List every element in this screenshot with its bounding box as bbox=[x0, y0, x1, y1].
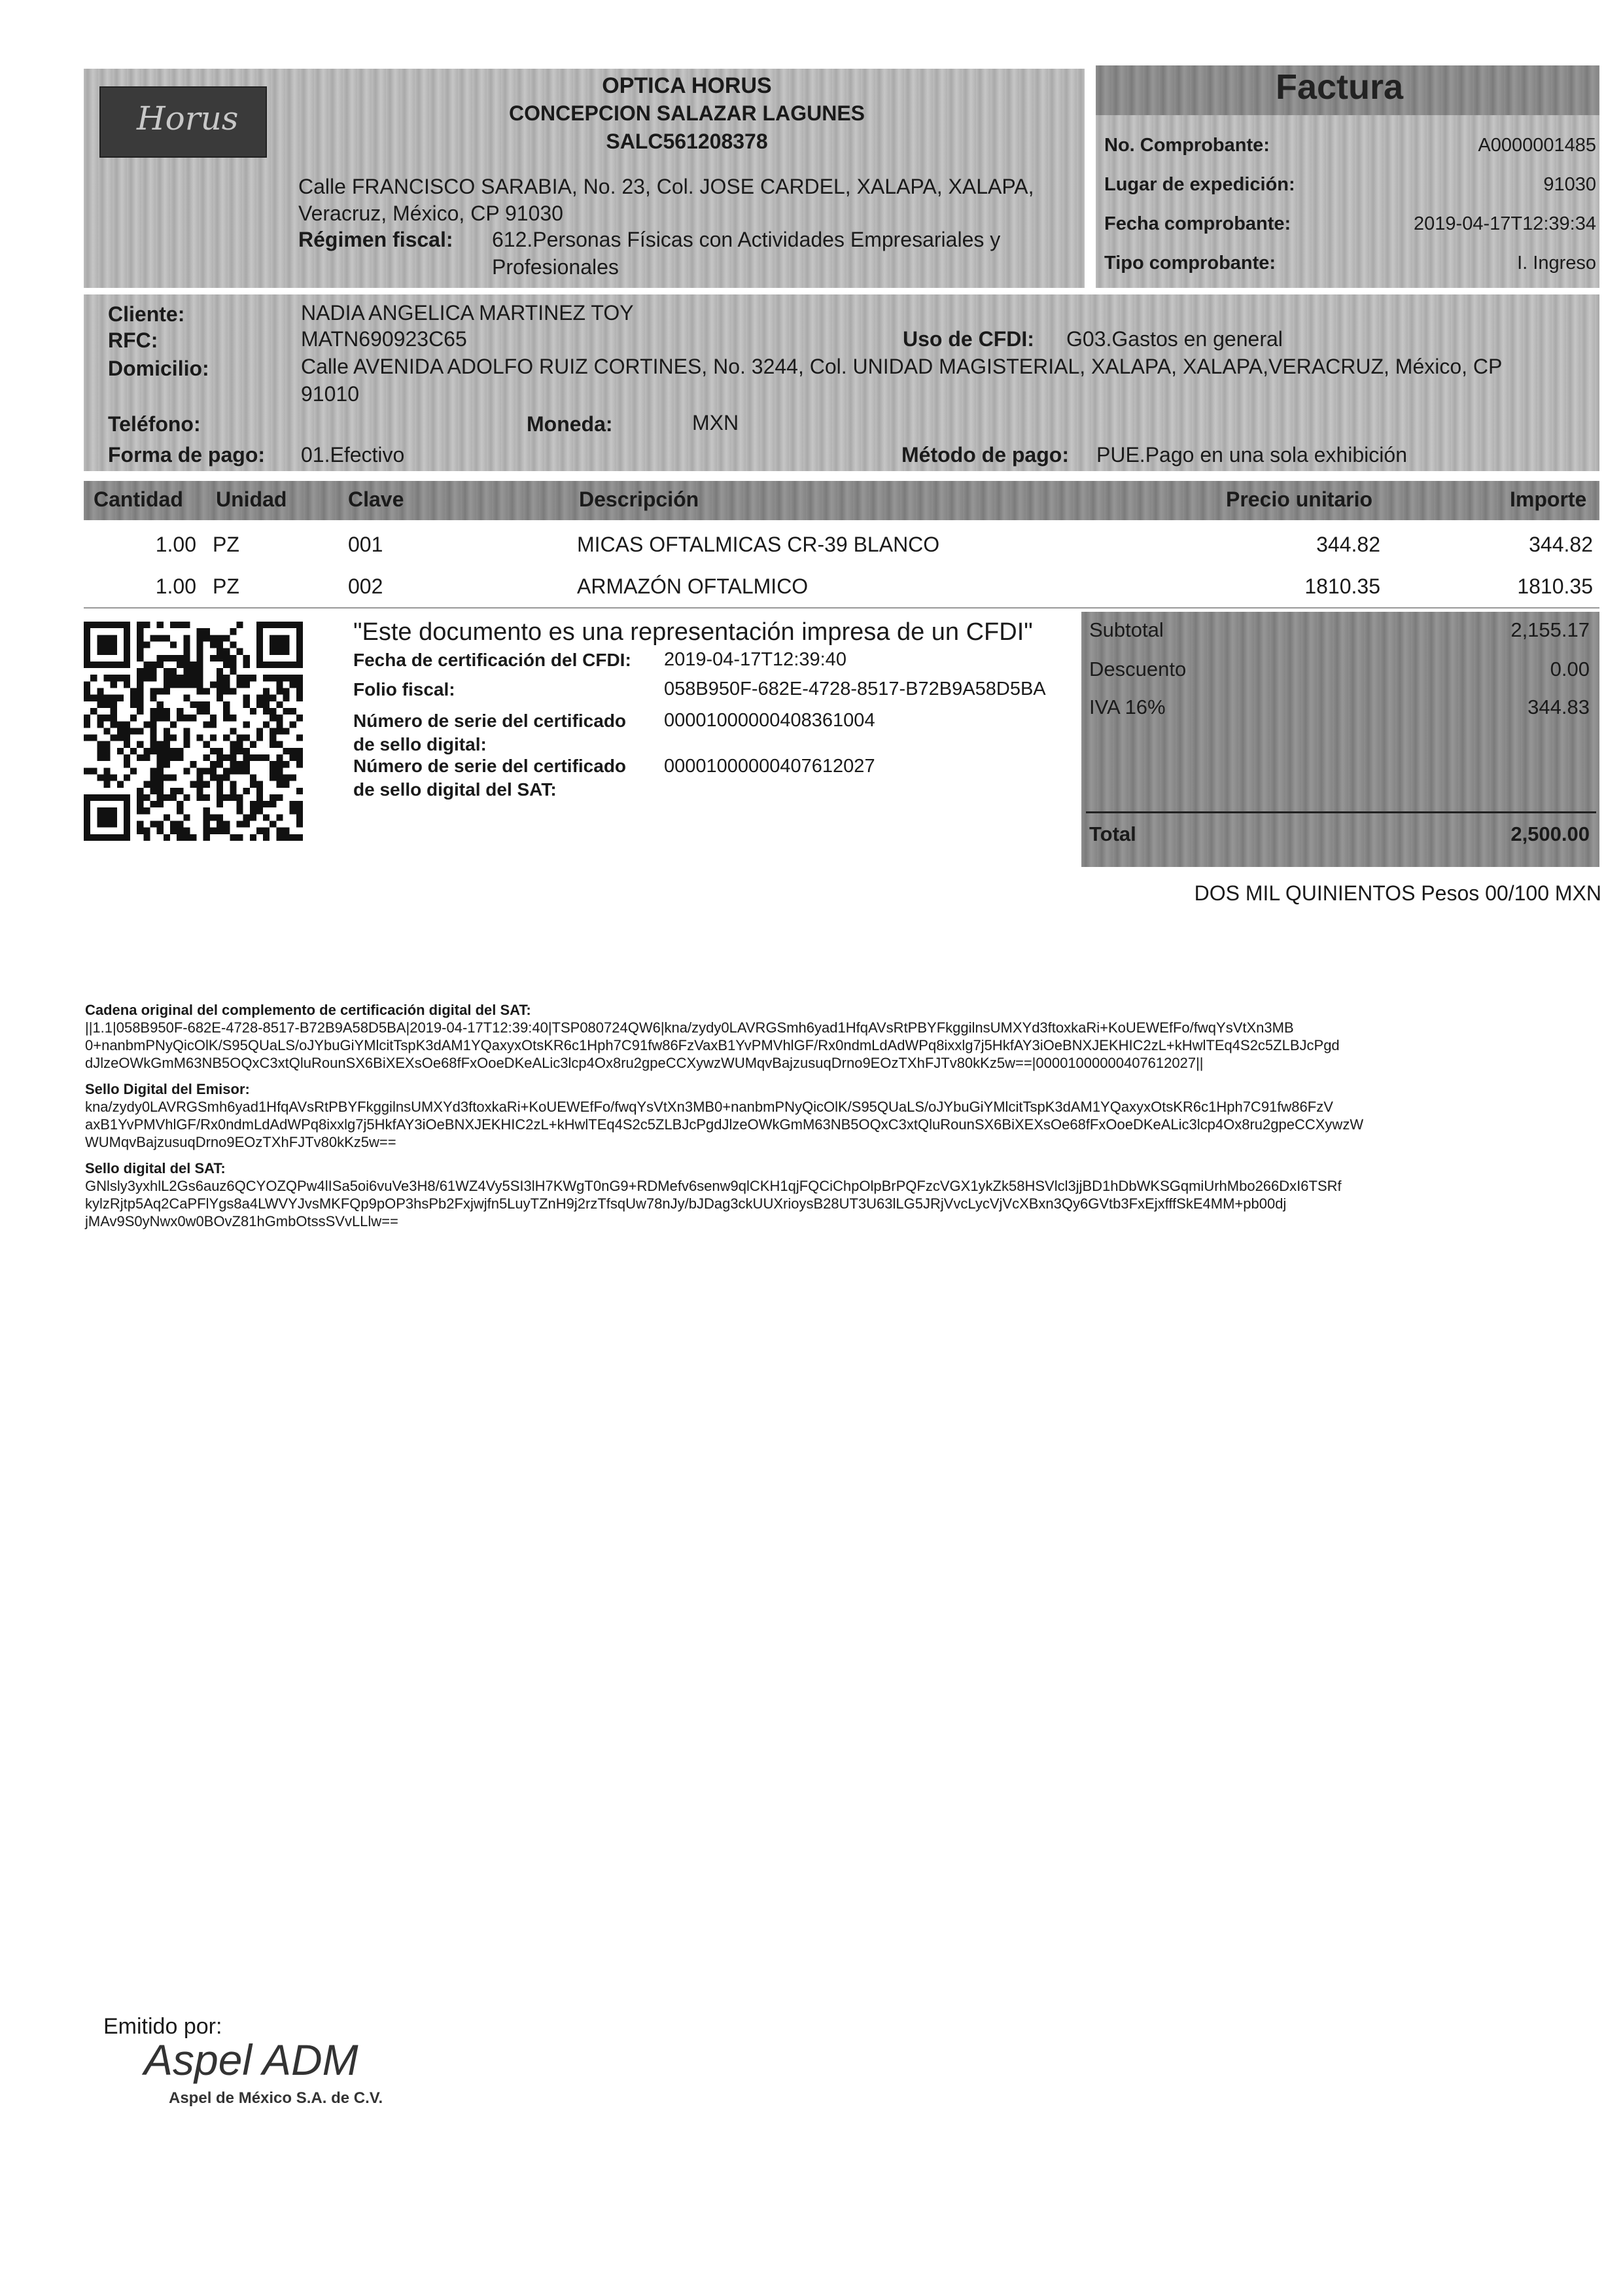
sello-emisor-line: WUMqvBajzusuqDrno9EOzTXhFJTv80kKz5w== bbox=[85, 1134, 396, 1150]
sello-sat-line: GNlsly3yxhlL2Gs6auz6QCYOZQPw4lISa5oi6vuVe3H8/61WZ4Vy5SI3lH7KWgT0nG9+RDMefv6senw9qlCKH1qjFQCiChpOlpBrPQFzcVGX1ykZk58HSVlcl3jjBD1hDbWKSGqmiUrhMbo266DxI6TSRf bbox=[85, 1178, 1342, 1194]
serie-sat-label2: de sello digital del SAT: bbox=[353, 779, 557, 800]
cfdi-heading: "Este documento es una representación impresa de un CFDI" bbox=[353, 618, 1033, 646]
col-clave-header: Clave bbox=[348, 487, 404, 511]
descuento-value: 0.00 bbox=[1550, 658, 1590, 680]
folio-label: Folio fiscal: bbox=[353, 679, 455, 699]
row-descripcion: ARMAZÓN OFTALMICO bbox=[577, 574, 809, 598]
col-descripcion-header: Descripción bbox=[579, 487, 699, 511]
logo-text: Horus bbox=[137, 99, 239, 137]
subtotal-label: Subtotal bbox=[1089, 618, 1164, 641]
aspel-logo: Aspel ADM bbox=[144, 2036, 358, 2084]
row-precio: 344.82 bbox=[1316, 533, 1380, 556]
total-label: Total bbox=[1089, 822, 1136, 845]
invoice-field-label-1: Lugar de expedición: bbox=[1104, 174, 1295, 195]
cadena-line: 0+nanbmPNyQicOlK/S95QUaLS/oJYbuGiYMlcitTspK3dAM1YQaxyxOtsKR6c1Hph7C91fw86FzVaxB1YvPMVhlGF/Rx0ndmLdAdWPq8ixxlg7j5HkfAY3iOeBNXJEKHIC2zL+kHwlTEq4S2c5ZLBJcPgd bbox=[85, 1037, 1340, 1053]
invoice-field-value-2: 2019-04-17T12:39:34 bbox=[1414, 213, 1596, 234]
emitido-label: Emitido por: bbox=[103, 2014, 222, 2039]
regimen-line1: 612.Personas Físicas con Actividades Empresariales y bbox=[492, 228, 1001, 251]
cert-date: 2019-04-17T12:39:40 bbox=[664, 649, 846, 670]
serie-sat: 00001000000407612027 bbox=[664, 756, 875, 777]
invoice-field-label-2: Fecha comprobante: bbox=[1104, 213, 1291, 234]
cert-date-label: Fecha de certificación del CFDI: bbox=[353, 650, 631, 670]
col-importe-header: Importe bbox=[1510, 487, 1587, 511]
company-logo bbox=[99, 86, 267, 158]
totals-divider bbox=[1086, 811, 1596, 813]
col-unidad-header: Unidad bbox=[216, 487, 287, 511]
row-cantidad: 1.00 bbox=[155, 533, 196, 556]
row-clave: 001 bbox=[348, 533, 383, 556]
client-rfc-label: RFC: bbox=[108, 328, 158, 352]
client-rfc: MATN690923C65 bbox=[301, 327, 467, 351]
issuer-name: OPTICA HORUS bbox=[602, 73, 772, 98]
row-cantidad: 1.00 bbox=[155, 574, 196, 598]
aspel-company: Aspel de México S.A. de C.V. bbox=[169, 2089, 383, 2107]
sello-sat-line: jMAv9S0yNwx0w0BOvZ81hGmbOtssSVvLLlw== bbox=[85, 1213, 398, 1229]
row-precio: 1810.35 bbox=[1304, 574, 1380, 598]
invoice-title: Factura bbox=[1276, 67, 1404, 107]
sello-emisor-line: axB1YvPMVhlGF/Rx0ndmLdAdWPq8ixxlg7j5HkfAY3iOeBNXJEKHIC2zL+kHwlTEq4S2c5ZLBJcPgdJlzeOWkGmM63NB5OQxC3xtQluRounSX6BiXEXsOe68fFxOoeDKeALic3lcp4Ox8ru2gpeCCXywzW bbox=[85, 1116, 1364, 1133]
issuer-owner: CONCEPCION SALAZAR LAGUNES bbox=[508, 101, 865, 125]
subtotal-value: 2,155.17 bbox=[1510, 618, 1590, 641]
cadena-label: Cadena original del complemento de certificación digital del SAT: bbox=[85, 1002, 531, 1018]
sello-emisor-label: Sello Digital del Emisor: bbox=[85, 1081, 250, 1097]
serie-emisor-label2: de sello digital: bbox=[353, 734, 487, 754]
client-phone-label: Teléfono: bbox=[108, 412, 201, 436]
serie-emisor-label1: Número de serie del certificado bbox=[353, 711, 627, 731]
forma-pago-label: Forma de pago: bbox=[108, 443, 266, 467]
client-address-line2: 91010 bbox=[301, 382, 359, 406]
serie-sat-label1: Número de serie del certificado bbox=[353, 756, 627, 776]
invoice-field-value-3: I. Ingreso bbox=[1517, 253, 1596, 274]
uso-cfdi: G03.Gastos en general bbox=[1066, 327, 1283, 351]
uso-cfdi-label: Uso de CFDI: bbox=[903, 327, 1034, 351]
col-precio-header: Precio unitario bbox=[1226, 487, 1373, 511]
client-address-label: Domicilio: bbox=[108, 357, 209, 380]
row-clave: 002 bbox=[348, 574, 383, 598]
row-unidad: PZ bbox=[213, 574, 239, 598]
invoice-field-value-0: A0000001485 bbox=[1478, 135, 1596, 156]
client-address-line1: Calle AVENIDA ADOLFO RUIZ CORTINES, No. 3244, Col. UNIDAD MAGISTERIAL, XALAPA, XALAPA,VERACRUZ, México, CP bbox=[301, 355, 1503, 378]
issuer-rfc: SALC561208378 bbox=[606, 130, 768, 153]
regimen-line2: Profesionales bbox=[492, 255, 619, 279]
metodo-pago: PUE.Pago en una sola exhibición bbox=[1096, 443, 1407, 467]
total-value: 2,500.00 bbox=[1510, 822, 1590, 845]
row-unidad: PZ bbox=[213, 533, 239, 556]
iva-value: 344.83 bbox=[1527, 696, 1590, 718]
client-name: NADIA ANGELICA MARTINEZ TOY bbox=[301, 301, 634, 325]
regimen-label: Régimen fiscal: bbox=[298, 228, 453, 251]
serie-emisor: 00001000000408361004 bbox=[664, 710, 875, 731]
forma-pago: 01.Efectivo bbox=[301, 443, 405, 467]
client-name-label: Cliente: bbox=[108, 302, 185, 326]
moneda-value: MXN bbox=[692, 411, 739, 434]
issuer-address-line1: Calle FRANCISCO SARABIA, No. 23, Col. JOSE CARDEL, XALAPA, XALAPA, bbox=[298, 175, 1034, 198]
folio-fiscal: 058B950F-682E-4728-8517-B72B9A58D5BA bbox=[664, 679, 1046, 699]
invoice-field-value-1: 91030 bbox=[1543, 174, 1596, 195]
qr-code bbox=[84, 622, 303, 841]
row-importe: 1810.35 bbox=[1517, 574, 1593, 598]
table-divider bbox=[84, 607, 1599, 609]
invoice-field-label-0: No. Comprobante: bbox=[1104, 135, 1270, 156]
amount-in-words: DOS MIL QUINIENTOS Pesos 00/100 MXN bbox=[1194, 881, 1601, 905]
col-cantidad-header: Cantidad bbox=[94, 487, 183, 511]
sello-sat-label: Sello digital del SAT: bbox=[85, 1160, 226, 1176]
row-importe: 344.82 bbox=[1529, 533, 1593, 556]
moneda-label: Moneda: bbox=[527, 412, 613, 436]
iva-label: IVA 16% bbox=[1089, 696, 1166, 718]
descuento-label: Descuento bbox=[1089, 658, 1187, 680]
invoice-field-label-3: Tipo comprobante: bbox=[1104, 253, 1276, 274]
metodo-pago-label: Método de pago: bbox=[901, 443, 1069, 467]
sello-sat-line: kylzRjtp5Aq2CaPFlYgs8a4LWVYJvsMKFQp9pOP3hsPb2Fxjwjfn5LuyTZnH9j2rzTfsqUw78nJy/bJDag3ckUUXrioysB28UT3U63lLG5JRjVvcLycVjVcXBxn3Qy6GVtb3FxEjxfffSkE4MM+pb00dj bbox=[85, 1195, 1287, 1212]
cadena-line: ||1.1|058B950F-682E-4728-8517-B72B9A58D5BA|2019-04-17T12:39:40|TSP080724QW6|kna/zydy0LAVRGSmh6yad1HfqAVsRtPBYFkggilnsUMXYd3ftoxkaRi+KoUEWEfFo/fwqYsVtXn3MB bbox=[85, 1019, 1294, 1036]
sello-emisor-line: kna/zydy0LAVRGSmh6yad1HfqAVsRtPBYFkggilnsUMXYd3ftoxkaRi+KoUEWEfFo/fwqYsVtXn3MB0+nanbmPNyQicOlK/S95QUaLS/oJYbuGiYMlcitTspK3dAM1YQaxyxOtsKR6c1Hph7C91fw86FzV bbox=[85, 1099, 1333, 1115]
cadena-line: dJlzeOWkGmM63NB5OQxC3xtQluRounSX6BiXEXsOe68fFxOoeDKeALic3lcp4Ox8ru2gpeCCXywzWUMqvBajzusuqDrno9EOzTXhFJTv80kKz5w==|00001000000407612027|| bbox=[85, 1055, 1204, 1071]
issuer-address-line2: Veracruz, México, CP 91030 bbox=[298, 202, 563, 225]
row-descripcion: MICAS OFTALMICAS CR-39 BLANCO bbox=[577, 533, 940, 556]
